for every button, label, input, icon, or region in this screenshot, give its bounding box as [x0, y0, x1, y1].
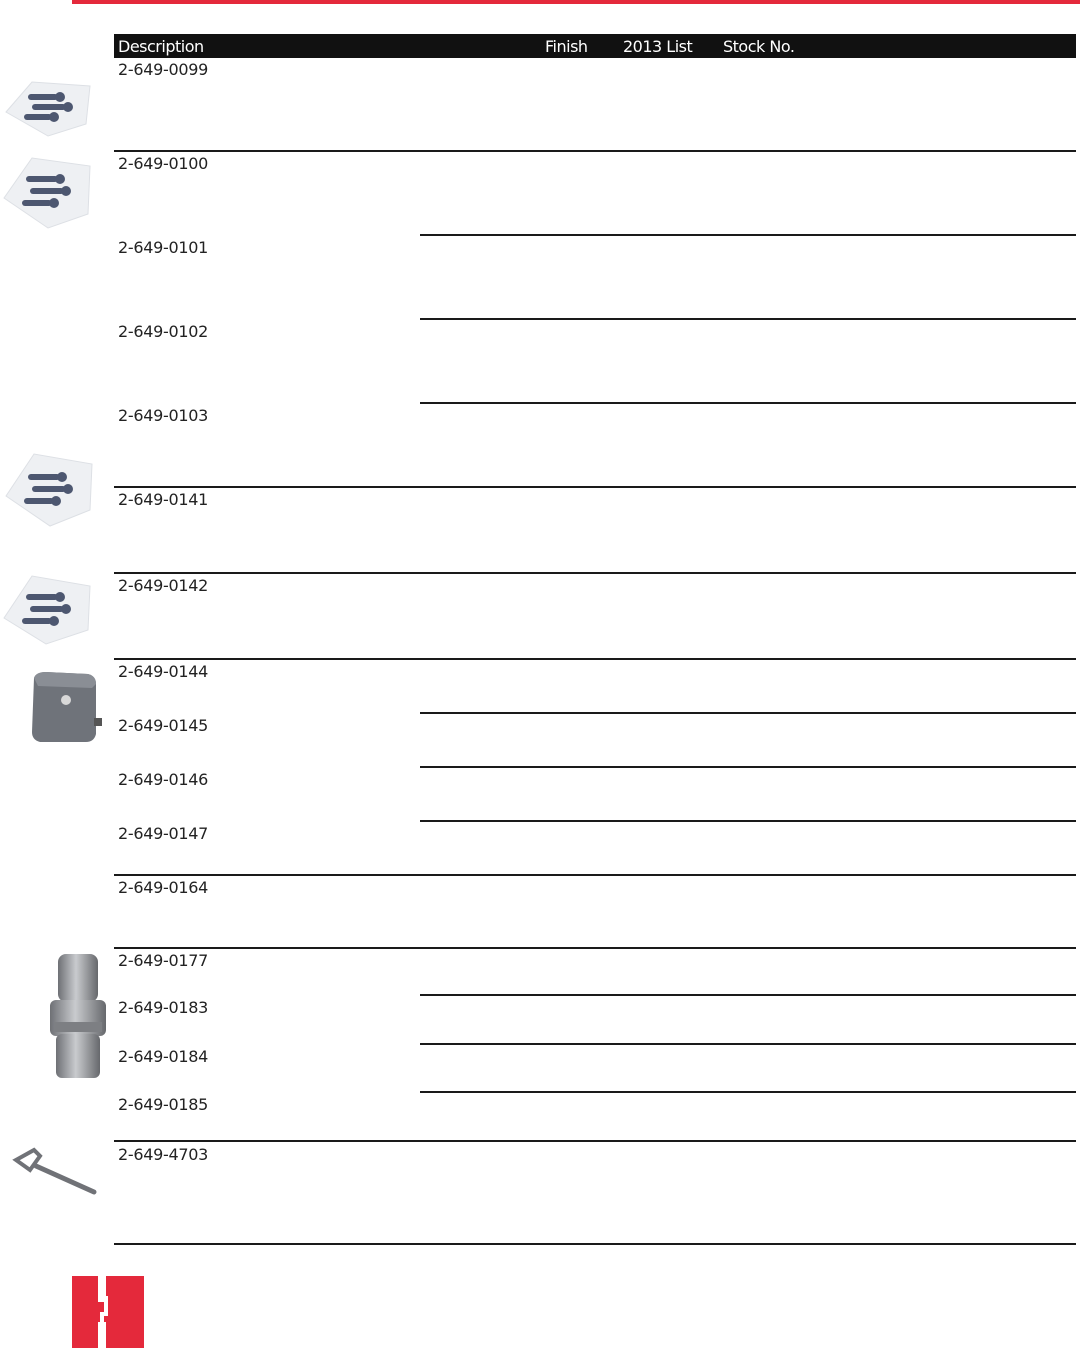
part-number: 2-649-0146 [118, 770, 208, 789]
subrow-divider [420, 402, 1076, 404]
subrow-divider [420, 1091, 1076, 1093]
row-divider [114, 1243, 1076, 1245]
row-divider [114, 572, 1076, 574]
table-header [114, 34, 1076, 58]
row-divider [114, 150, 1076, 152]
top-accent-bar [72, 0, 1080, 4]
header-description: Description [118, 37, 204, 56]
part-number: 2-649-0102 [118, 322, 208, 341]
part-number: 2-649-4703 [118, 1145, 208, 1164]
header-finish: Finish [545, 37, 588, 56]
part-number: 2-649-0101 [118, 238, 208, 257]
part-number: 2-649-0145 [118, 716, 208, 735]
subrow-divider [420, 766, 1076, 768]
row-divider [114, 947, 1076, 949]
brand-logo [72, 1276, 144, 1348]
subrow-divider [420, 820, 1076, 822]
part-number: 2-649-0164 [118, 878, 208, 897]
subrow-divider [420, 318, 1076, 320]
row-divider [114, 486, 1076, 488]
part-number: 2-649-0184 [118, 1047, 208, 1066]
part-number: 2-649-0144 [118, 662, 208, 681]
cover-block-icon [26, 670, 104, 746]
part-number: 2-649-0099 [118, 60, 208, 79]
subrow-divider [420, 234, 1076, 236]
part-number: 2-649-0185 [118, 1095, 208, 1114]
header-list: 2013 List [623, 37, 693, 56]
screws-bag-icon [2, 72, 94, 138]
part-number: 2-649-0177 [118, 951, 208, 970]
part-number: 2-649-0100 [118, 154, 208, 173]
row-divider [114, 874, 1076, 876]
header-stock: Stock No. [723, 37, 795, 56]
subrow-divider [420, 994, 1076, 996]
screws-bag-icon [2, 572, 94, 646]
pin-icon [48, 950, 108, 1082]
subrow-divider [420, 1043, 1076, 1045]
part-number: 2-649-0103 [118, 406, 208, 425]
part-number: 2-649-0183 [118, 998, 208, 1017]
screws-bag-icon [4, 448, 96, 528]
row-divider [114, 658, 1076, 660]
key-icon [12, 1146, 100, 1200]
subrow-divider [420, 712, 1076, 714]
part-number: 2-649-0142 [118, 576, 208, 595]
part-number: 2-649-0147 [118, 824, 208, 843]
part-number: 2-649-0141 [118, 490, 208, 509]
screws-bag-icon [2, 152, 94, 230]
row-divider [114, 1140, 1076, 1142]
